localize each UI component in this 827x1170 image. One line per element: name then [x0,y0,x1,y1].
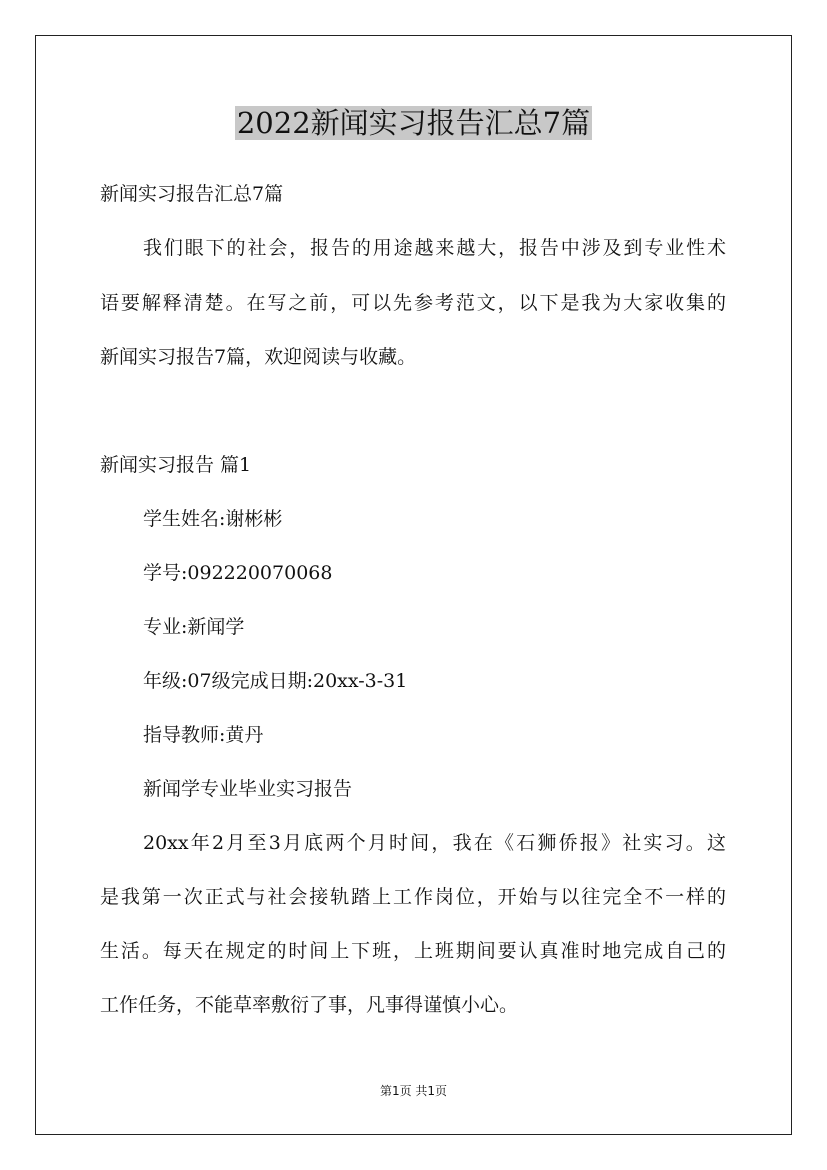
intro-line: 新闻实习报告7篇，欢迎阅读与收藏。 [100,346,417,368]
student-name-field: 学生姓名:谢彬彬 [143,508,283,530]
student-id-field: 学号:092220070068 [143,562,333,584]
report-title: 新闻学专业毕业实习报告 [143,778,353,800]
page-footer: 第1页 共1页 [379,1084,448,1098]
body-line: 生活。每天在规定的时间上下班，上班期间要认真准时地完成自己的 [100,940,726,962]
document-title [0,104,827,142]
intro-line: 我们眼下的社会，报告的用途越来越大，报告中涉及到专业性术 [143,237,726,259]
section-heading: 新闻实习报告 篇1 [100,454,252,476]
body-line: 工作任务，不能草率敷衍了事，凡事得谨慎小心。 [100,994,519,1016]
body-line: 20xx年2月至3月底两个月时间，我在《石狮侨报》社实习。这 [143,832,726,854]
grade-date-field: 年级:07级完成日期:20xx-3-31 [143,670,408,692]
body-line: 是我第一次正式与社会接轨踏上工作岗位，开始与以往完全不一样的 [100,886,726,908]
intro-line: 语要解释清楚。在写之前，可以先参考范文，以下是我为大家收集的 [100,292,726,314]
document-title-text: 2022新闻实习报告汇总7篇 [236,106,591,140]
advisor-field: 指导教师:黄丹 [143,724,264,746]
major-field: 专业:新闻学 [143,616,245,638]
document-subtitle: 新闻实习报告汇总7篇 [100,183,284,205]
